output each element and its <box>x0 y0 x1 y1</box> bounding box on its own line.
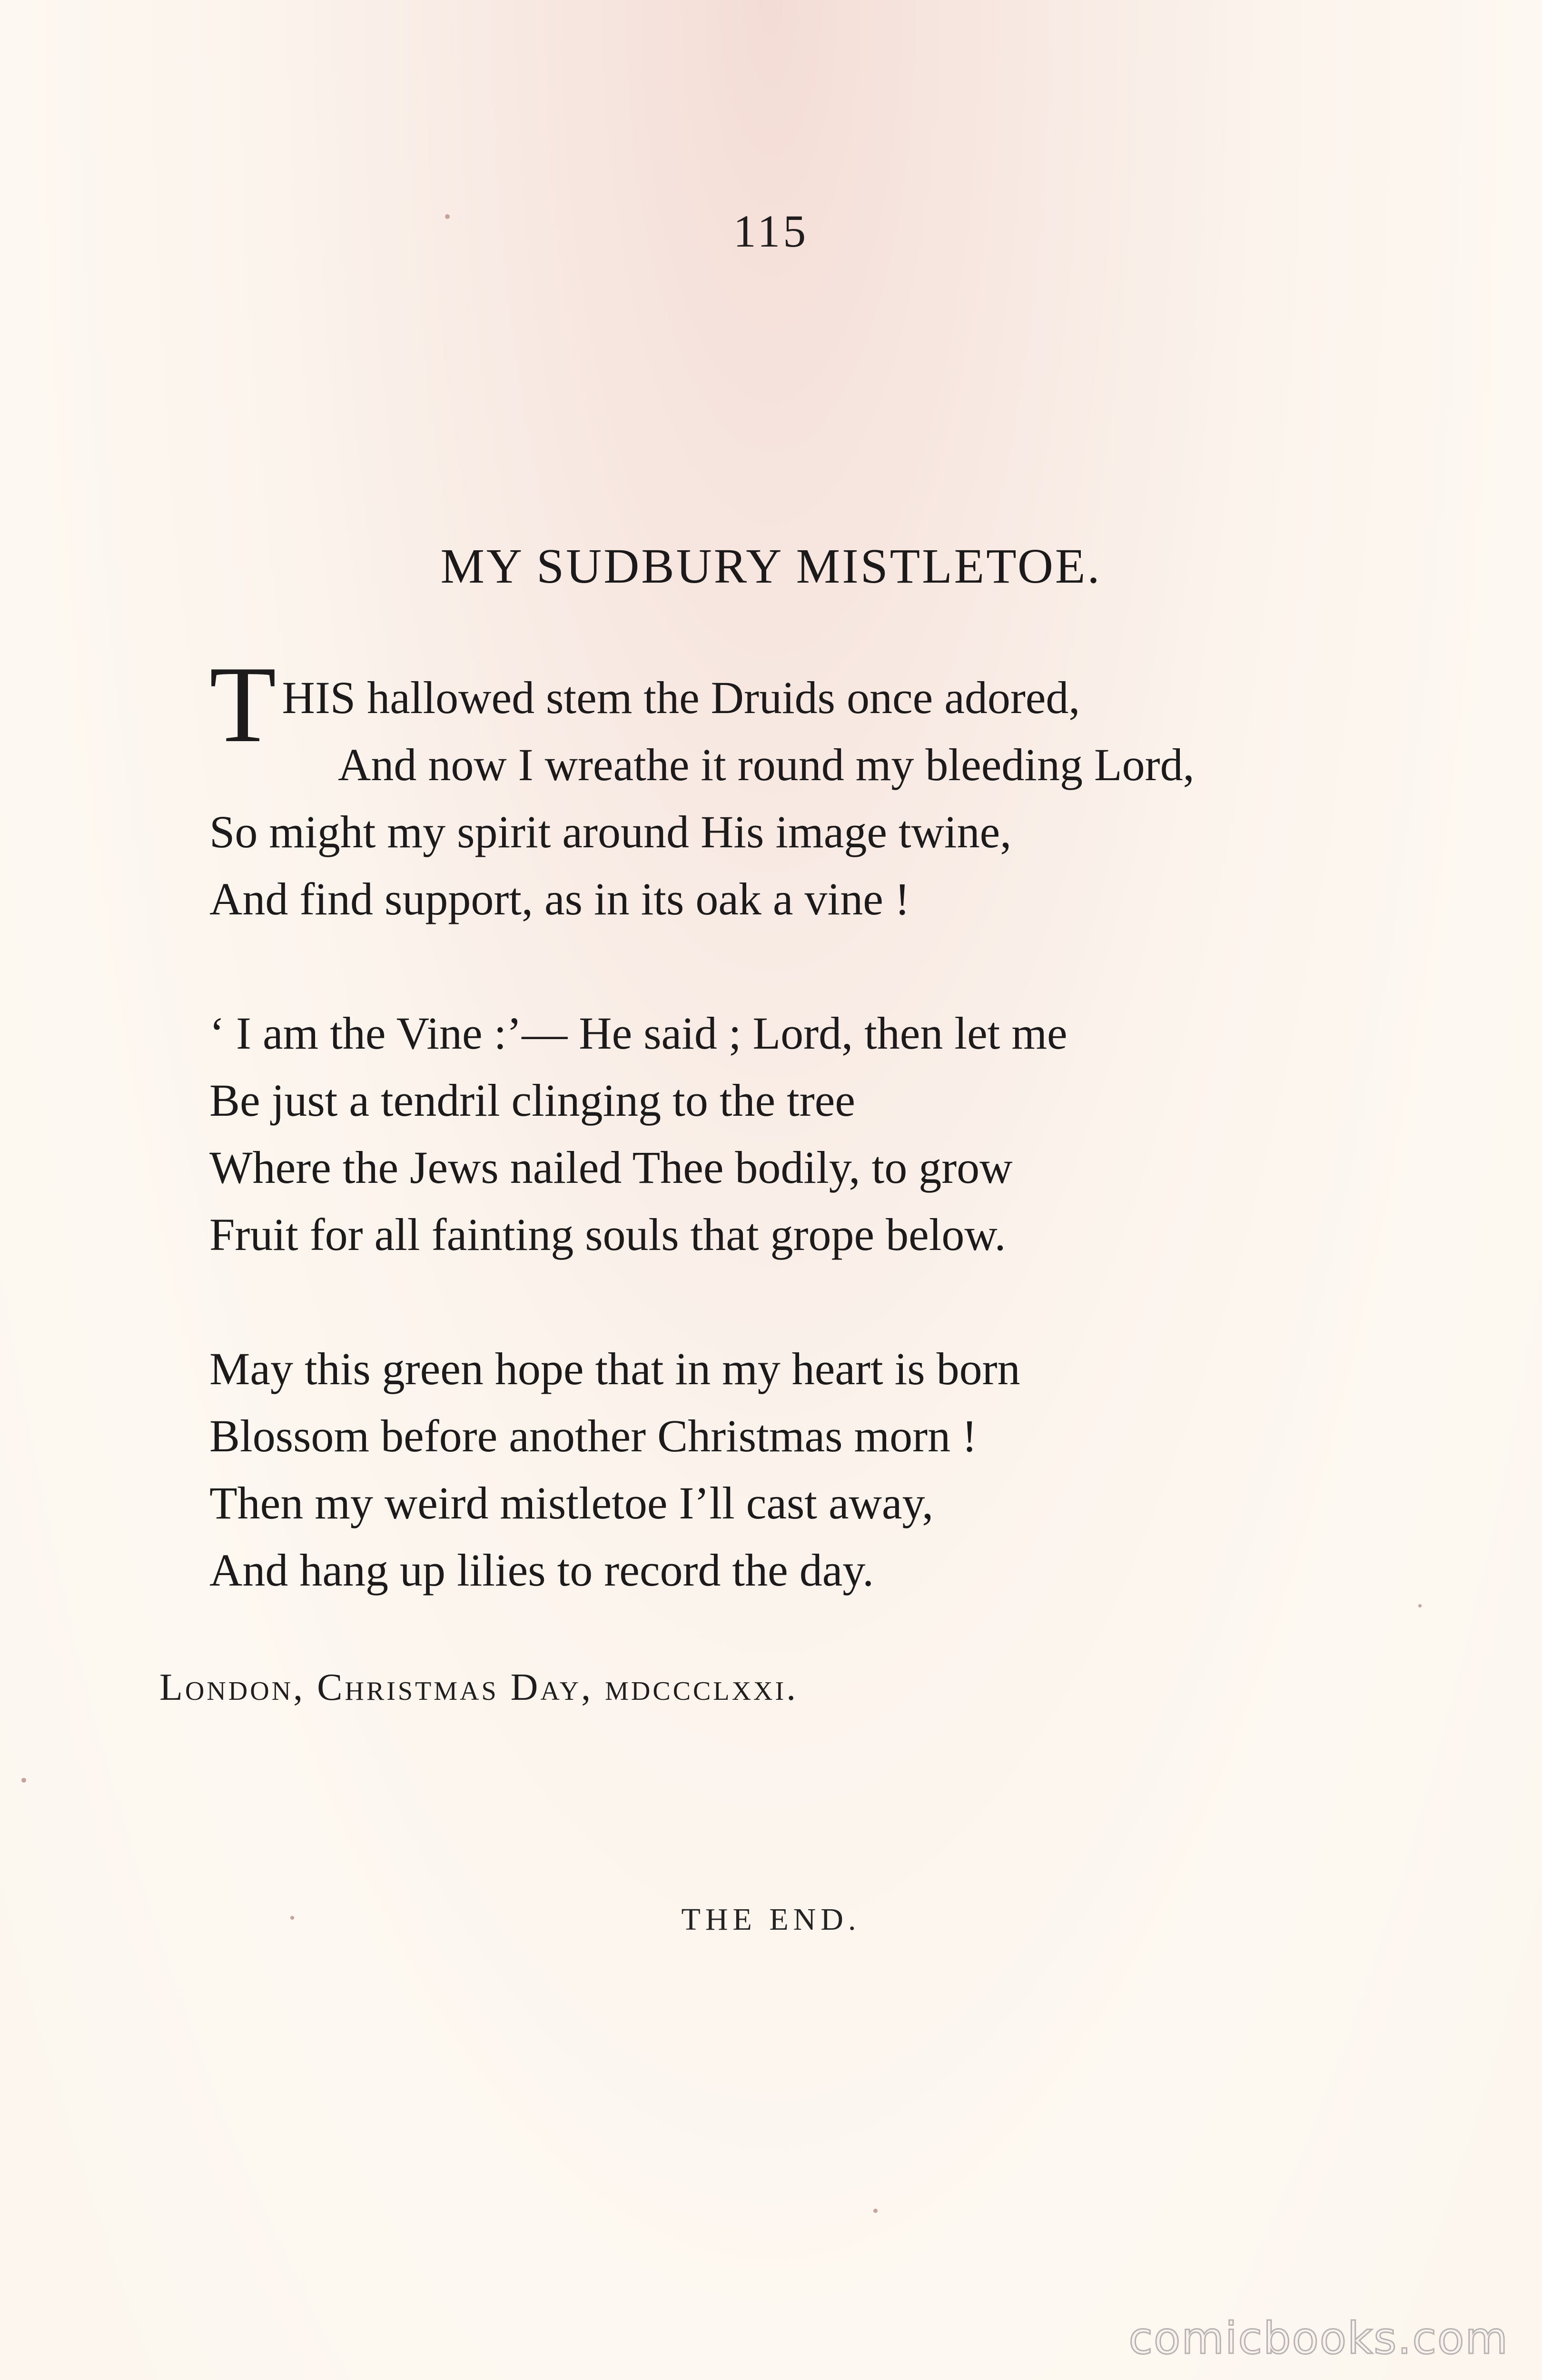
drop-cap: T <box>209 644 277 765</box>
watermark-logo: comicbooks.com <box>1128 2313 1509 2364</box>
poem-line: May this green hope that in my heart is born <box>209 1343 1020 1394</box>
the-end-text: THE END. <box>681 1902 861 1937</box>
poem-line-text: HIS hallowed stem the Druids once adored, <box>282 672 1080 723</box>
paper-speck <box>1418 1604 1422 1607</box>
poem-line: Where the Jews nailed Thee bodily, to grow <box>209 1142 1013 1193</box>
paper-speck <box>290 1916 294 1920</box>
paper-speck <box>445 214 450 219</box>
dateline: London, Christmas Day, mdccclxxi. <box>159 1666 799 1708</box>
paper-speck <box>21 1778 26 1783</box>
poem-line: Then my weird mistletoe I’ll cast away, <box>209 1478 934 1528</box>
poem-line: And find support, as in its oak a vine ! <box>209 873 910 924</box>
stanza-3 <box>209 1335 1399 1604</box>
poem-line: Fruit for all fainting souls that grope below. <box>209 1209 1006 1260</box>
page-number: 115 <box>733 206 809 257</box>
poem-line: And hang up lilies to record the day. <box>209 1545 874 1596</box>
stanza-2 <box>209 1000 1399 1268</box>
poem-line: ‘ I am the Vine :’— He said ; Lord, then let me <box>209 1008 1068 1059</box>
poem-line: Blossom before another Christmas morn ! <box>209 1410 978 1461</box>
poem-line: Be just a tendril clinging to the tree <box>209 1075 855 1126</box>
poem-line: And now I wreathe it round my bleeding Lord, <box>338 739 1195 790</box>
paper-speck <box>873 2209 878 2213</box>
poem-line: So might my spirit around His image twine, <box>209 806 1012 857</box>
stanza-1 <box>209 644 1399 932</box>
poem-title: MY SUDBURY MISTLETOE. <box>440 539 1102 594</box>
